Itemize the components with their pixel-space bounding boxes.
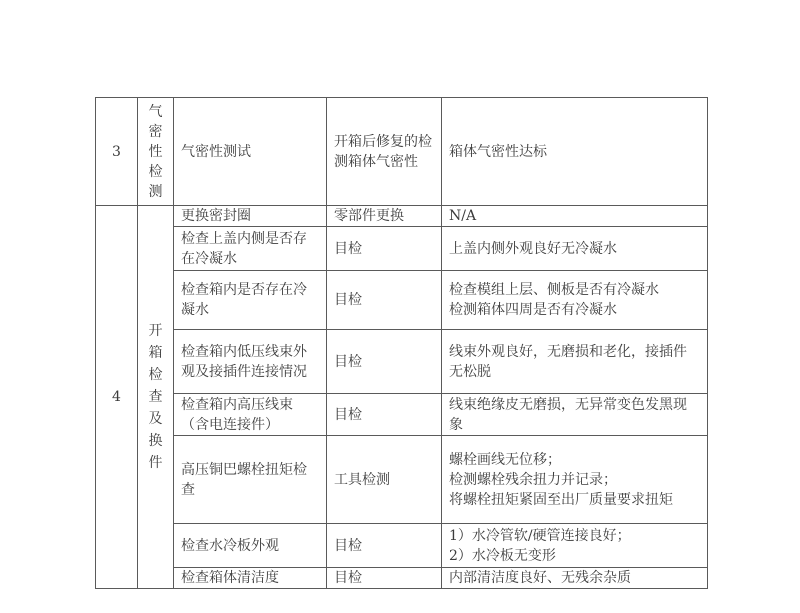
item-cell: 检查箱内高压线束（含电连接件） [174, 394, 327, 436]
item-cell: 检查水冷板外观 [174, 524, 327, 568]
method-cell: 目检 [327, 394, 442, 436]
table-row [96, 206, 708, 227]
category-cell [138, 206, 174, 589]
criteria-cell: 箱体气密性达标 [442, 98, 708, 206]
table-row [96, 330, 708, 394]
table-row [96, 227, 708, 271]
criteria-cell: N/A [442, 206, 708, 227]
method-cell: 目检 [327, 568, 442, 589]
category-cell [138, 98, 174, 206]
item-cell: 气密性测试 [174, 98, 327, 206]
criteria-line: 检测螺栓残余扭力并记录； [449, 471, 617, 488]
criteria-cell [442, 524, 708, 568]
table-row [96, 98, 708, 206]
table-row [96, 568, 708, 589]
criteria-cell: 内部清洁度良好、无残余杂质 [442, 568, 708, 589]
criteria-line: 2）水冷板无变形 [449, 547, 556, 564]
row-number-text: 3 [112, 143, 121, 160]
criteria-line: 将螺栓扭矩紧固至出厂质量要求扭矩 [449, 491, 673, 508]
row-number [96, 98, 138, 206]
criteria-cell: 线束绝缘皮无磨损，无异常变色发黑现象 [442, 394, 708, 436]
row-number-text: 4 [112, 389, 121, 405]
criteria-line: 检查模组上层、侧板是否有冷凝水 [449, 282, 659, 298]
item-cell: 检查上盖内侧是否存在冷凝水 [174, 227, 327, 271]
method-cell: 工具检测 [327, 436, 442, 524]
criteria-cell: 线束外观良好，无磨损和老化，接插件无松脱 [442, 330, 708, 394]
inspection-table [95, 97, 708, 589]
table-row [96, 394, 708, 436]
item-cell: 检查箱内低压线束外观及接插件连接情况 [174, 330, 327, 394]
method-cell: 零部件更换 [327, 206, 442, 227]
item-cell: 检查箱体清洁度 [174, 568, 327, 589]
item-cell: 高压铜巴螺栓扭矩检查 [174, 436, 327, 524]
table-row [96, 271, 708, 330]
table-row [96, 436, 708, 524]
category-text: 气密性检测 [148, 103, 163, 200]
criteria-line: 检测箱体四周是否有冷凝水 [449, 302, 617, 318]
item-cell: 检查箱内是否存在冷凝水 [174, 271, 327, 330]
row-number [96, 206, 138, 589]
method-cell: 目检 [327, 227, 442, 271]
method-cell: 目检 [327, 524, 442, 568]
method-cell: 开箱后修复的检测箱体气密性 [327, 98, 442, 206]
category-text: 开箱检查及换件 [148, 323, 163, 471]
method-cell: 目检 [327, 271, 442, 330]
criteria-line: 螺栓画线无位移； [449, 451, 561, 468]
table-row [96, 524, 708, 568]
criteria-cell: 上盖内侧外观良好无冷凝水 [442, 227, 708, 271]
criteria-line: 1）水冷管软/硬管连接良好； [449, 527, 631, 544]
criteria-cell [442, 436, 708, 524]
method-cell: 目检 [327, 330, 442, 394]
criteria-cell [442, 271, 708, 330]
item-cell: 更换密封圈 [174, 206, 327, 227]
